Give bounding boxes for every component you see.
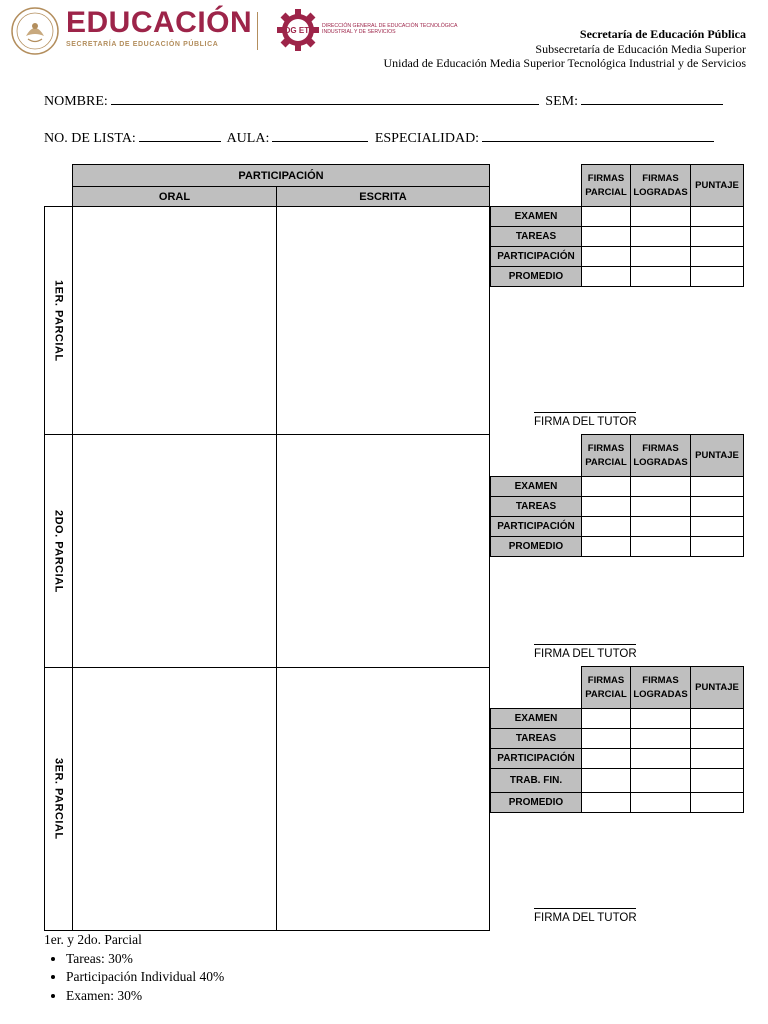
score-input-cell[interactable] (690, 476, 744, 497)
tutor-signature-label: FIRMA DEL TUTOR (534, 912, 637, 924)
sep-logo (10, 6, 458, 56)
no-lista-field[interactable] (139, 129, 221, 142)
grading-notes (44, 931, 224, 1005)
score-input-cell[interactable] (630, 536, 691, 557)
logo-divider (257, 12, 258, 50)
score-input-cell[interactable] (690, 536, 744, 557)
period-3-escrita-box[interactable] (276, 667, 490, 931)
oral-header: ORAL (72, 186, 277, 207)
score-row-label: EXAMEN (490, 708, 582, 729)
especialidad-label: ESPECIALIDAD: (374, 131, 480, 146)
score-input-cell[interactable] (630, 792, 691, 813)
score-input-cell[interactable] (630, 206, 691, 227)
score-input-cell[interactable] (690, 496, 744, 517)
score-input-cell[interactable] (690, 206, 744, 227)
score-column-header: FIRMAS PARCIAL (581, 434, 631, 477)
score-input-cell[interactable] (630, 748, 691, 769)
score-input-cell[interactable] (630, 476, 691, 497)
score-input-cell[interactable] (581, 728, 631, 749)
score-column-header: FIRMAS LOGRADAS (630, 434, 691, 477)
tutor-signature-label: FIRMA DEL TUTOR (534, 648, 637, 660)
score-row-label: PARTICIPACIÓN (490, 516, 582, 537)
score-input-cell[interactable] (581, 496, 631, 517)
score-input-cell[interactable] (581, 476, 631, 497)
period-1-escrita-box[interactable] (276, 206, 490, 435)
tutor-signature-label: FIRMA DEL TUTOR (534, 416, 637, 428)
participation-title: PARTICIPACIÓN (72, 164, 490, 187)
score-input-cell[interactable] (630, 708, 691, 729)
score-input-cell[interactable] (630, 516, 691, 537)
score-input-cell[interactable] (630, 246, 691, 267)
score-row-label: PROMEDIO (490, 536, 582, 557)
score-row-label: TAREAS (490, 226, 582, 247)
logo-subtitle: SECRETARÍA DE EDUCACIÓN PÚBLICA (66, 41, 219, 48)
score-column-header: FIRMAS PARCIAL (581, 164, 631, 207)
score-input-cell[interactable] (581, 536, 631, 557)
period-2-oral-box[interactable] (72, 434, 277, 668)
student-name-row (44, 92, 726, 110)
institution-line-2: Subsecretaría de Educación Media Superior (535, 41, 746, 56)
score-input-cell[interactable] (581, 206, 631, 227)
score-input-cell[interactable] (581, 748, 631, 769)
score-column-header: PUNTAJE (690, 164, 744, 207)
score-input-cell[interactable] (690, 768, 744, 793)
grading-item: • Participación Individual 40% (66, 968, 224, 987)
score-input-cell[interactable] (690, 748, 744, 769)
dgeti-mark: DG ETI (284, 26, 312, 35)
score-row-label: PROMEDIO (490, 266, 582, 287)
score-row-label: TRAB. FIN. (490, 768, 582, 793)
score-row-label: PARTICIPACIÓN (490, 246, 582, 267)
escrita-header: ESCRITA (276, 186, 490, 207)
tutor-signature-line[interactable] (534, 412, 636, 413)
score-input-cell[interactable] (581, 226, 631, 247)
grading-list (44, 950, 224, 1006)
score-row-label: PARTICIPACIÓN (490, 748, 582, 769)
score-input-cell[interactable] (690, 516, 744, 537)
especialidad-field[interactable] (482, 129, 714, 142)
score-input-cell[interactable] (581, 246, 631, 267)
aula-label: AULA: (226, 131, 270, 146)
score-input-cell[interactable] (690, 246, 744, 267)
aula-field[interactable] (272, 129, 368, 142)
grading-heading: 1er. y 2do. Parcial (44, 932, 142, 947)
student-info-row (44, 129, 717, 147)
period-3-label (44, 667, 73, 931)
score-row-label: TAREAS (490, 728, 582, 749)
period-3-oral-box[interactable] (72, 667, 277, 931)
sem-label: SEM: (545, 94, 578, 109)
score-input-cell[interactable] (690, 226, 744, 247)
score-column-header: PUNTAJE (690, 434, 744, 477)
score-column-header: PUNTAJE (690, 666, 744, 709)
institution-block (383, 27, 746, 71)
score-input-cell[interactable] (581, 708, 631, 729)
score-input-cell[interactable] (690, 792, 744, 813)
nombre-label: NOMBRE: (44, 94, 108, 109)
score-input-cell[interactable] (581, 768, 631, 793)
score-input-cell[interactable] (630, 266, 691, 287)
score-input-cell[interactable] (581, 516, 631, 537)
logo-word: EDUCACIÓN (66, 6, 253, 39)
institution-line-3: Unidad de Educación Media Superior Tecnológica Industrial y de Servicios (383, 56, 746, 70)
institution-line-1: Secretaría de Educación Pública (579, 27, 746, 41)
mexico-seal-icon (10, 6, 60, 56)
grading-item: • Tareas: 30% (66, 950, 224, 969)
score-input-cell[interactable] (690, 266, 744, 287)
period-2-label (44, 434, 73, 668)
score-column-header: FIRMAS LOGRADAS (630, 164, 691, 207)
period-2-escrita-box[interactable] (276, 434, 490, 668)
period-1-text: 1ER. PARCIAL (52, 279, 65, 362)
score-input-cell[interactable] (630, 496, 691, 517)
score-column-header: FIRMAS PARCIAL (581, 666, 631, 709)
sem-field[interactable] (581, 92, 723, 105)
period-1-oral-box[interactable] (72, 206, 277, 435)
period-3-text: 3ER. PARCIAL (52, 758, 65, 840)
score-column-header: FIRMAS LOGRADAS (630, 666, 691, 709)
tutor-signature-line[interactable] (534, 644, 636, 645)
score-row-label: EXAMEN (490, 206, 582, 227)
score-input-cell[interactable] (630, 226, 691, 247)
score-input-cell[interactable] (690, 728, 744, 749)
score-input-cell[interactable] (690, 708, 744, 729)
score-input-cell[interactable] (630, 728, 691, 749)
score-input-cell[interactable] (581, 266, 631, 287)
score-row-label: TAREAS (490, 496, 582, 517)
nombre-field[interactable] (111, 92, 539, 105)
period-1-label (44, 206, 73, 435)
score-row-label: EXAMEN (490, 476, 582, 497)
grading-item: • Examen: 30% (66, 987, 224, 1006)
dgeti-gear-icon (276, 8, 320, 52)
score-input-cell[interactable] (630, 768, 691, 793)
no-lista-label: NO. DE LISTA: (44, 131, 136, 146)
period-2-text: 2DO. PARCIAL (52, 509, 65, 593)
tutor-signature-line[interactable] (534, 908, 636, 909)
score-row-label: PROMEDIO (490, 792, 582, 813)
dgeti-logo-text: DIRECCIÓN GENERAL DE EDUCACIÓN TECNOLÓGICA INDUSTRIAL Y DE SERVICIOS (322, 23, 458, 35)
score-input-cell[interactable] (581, 792, 631, 813)
